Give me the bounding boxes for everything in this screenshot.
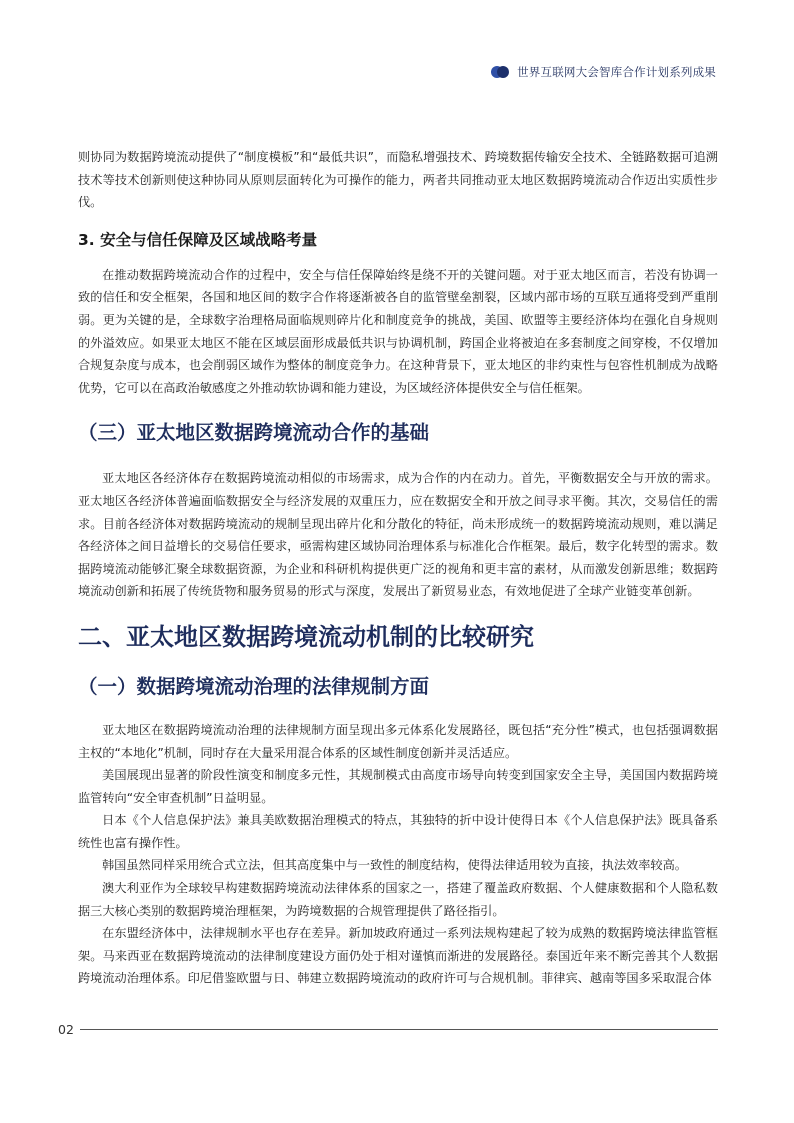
subsection-1-heading: （一）数据跨境流动治理的法律规制方面 [78,674,430,698]
logo-dots-icon [491,66,509,78]
page-footer [58,1022,718,1037]
page-content [78,146,718,990]
section-3-paragraph: 在推动数据跨境流动合作的过程中，安全与信任保障始终是绕不开的关键问题。对于亚太地区而言，若没有协调一致的信任和安全框架，各国和地区间的数字合作将逐渐被各自的监管壁垒割裂，区域内部市场的互联互通将受到严重削弱。更为关键的是，全球数字治理格局面临规则碎片化和制度竞争的挑战，美国、欧盟等主要经济体均在强化自身规则的外溢效应。如果亚太地区不能在区域层面形成最低共识与协调机制，跨国企业将被迫在多套制度之间穿梭，不仅增加合规复杂度与成本，也会削弱区域作为整体的制度竞争力。在这种背景下，亚太地区的非约束性与包容性机制成为战略优势，它可以在高政治敏感度之外推动软协调和能力建设，为区域经济体提供安全与信任框架。 [78,267,718,395]
body-paragraph: 日本《个人信息保护法》兼具美欧数据治理模式的特点，其独特的折中设计使得日本《个人信息保护法》既具备系统性也富有操作性。 [78,813,718,850]
subsection-3-heading: （三）亚太地区数据跨境流动合作的基础 [78,421,430,445]
header-title: 世界互联网大会智库合作计划系列成果 [517,65,716,79]
body-paragraph: 亚太地区在数据跨境流动治理的法律规制方面呈现出多元体系化发展路径，既包括“充分性”模式，也包括强调数据主权的“本地化”机制，同时存在大量采用混合体系的区域性制度创新并灵活适应。 [78,722,718,760]
page-number: 02 [58,1022,74,1037]
running-header [491,62,716,82]
body-paragraph: 韩国虽然同样采用统合式立法，但其高度集中与一致性的制度结构，使得法律适用较为直接，执法效率较高。 [102,858,687,873]
chapter-2-heading: 二、亚太地区数据跨境流动机制的比较研究 [78,622,534,651]
body-paragraph: 在东盟经济体中，法律规制水平也存在差异。新加坡政府通过一系列法规构建起了较为成熟的数据跨境法律监管框架。马来西亚在数据跨境流动的法律制度建设方面仍处于相对谨慎而渐进的发展路径。泰国近年来不断完善其个人数据跨境流动治理体系。印尼借鉴欧盟与日、韩建立数据跨境流动的政府许可与合规机制。菲律宾、越南等国多采取混合体 [78,926,718,986]
subsection-3-paragraph: 亚太地区各经济体存在数据跨境流动相似的市场需求，成为合作的内在动力。首先，平衡数据安全与开放的需求。亚太地区各经济体普遍面临数据安全与经济发展的双重压力，应在数据安全和开放之间寻求平衡。其次，交易信任的需求。目前各经济体对数据跨境流动的规制呈现出碎片化和分散化的特征，尚未形成统一的数据跨境流动规则，难以满足各经济体之间日益增长的交易信任要求，亟需构建区域协同治理体系与标准化合作框架。最后，数字化转型的需求。数据跨境流动能够汇聚全球数据资源，为企业和科研机构提供更广泛的视角和更丰富的素材，从而激发创新思维；数据跨境流动创新和拓展了传统货物和服务贸易的形式与深度，发展出了新贸易业态，有效地促进了全球产业链变革创新。 [78,471,718,599]
intro-paragraph: 则协同为数据跨境流动提供了“制度模板”和“最低共识”，而隐私增强技术、跨境数据传输安全技术、全链路数据可追溯技术等技术创新则使这种协同从原则层面转化为可操作的能力，两者共同推动亚太地区数据跨境流动合作迈出实质性步伐。 [78,150,718,210]
footer-divider [80,1029,718,1030]
body-paragraph: 美国展现出显著的阶段性演变和制度多元性，其规制模式由高度市场导向转变到国家安全主导，美国国内数据跨境监管转向“安全审查机制”日益明显。 [78,768,718,805]
body-paragraph: 澳大利亚作为全球较早构建数据跨境流动法律体系的国家之一，搭建了覆盖政府数据、个人健康数据和个人隐私数据三大核心类别的数据跨境治理框架，为跨境数据的合规管理提供了路径指引。 [78,881,718,918]
section-3-heading: 3. 安全与信任保障及区域战略考量 [78,230,318,249]
